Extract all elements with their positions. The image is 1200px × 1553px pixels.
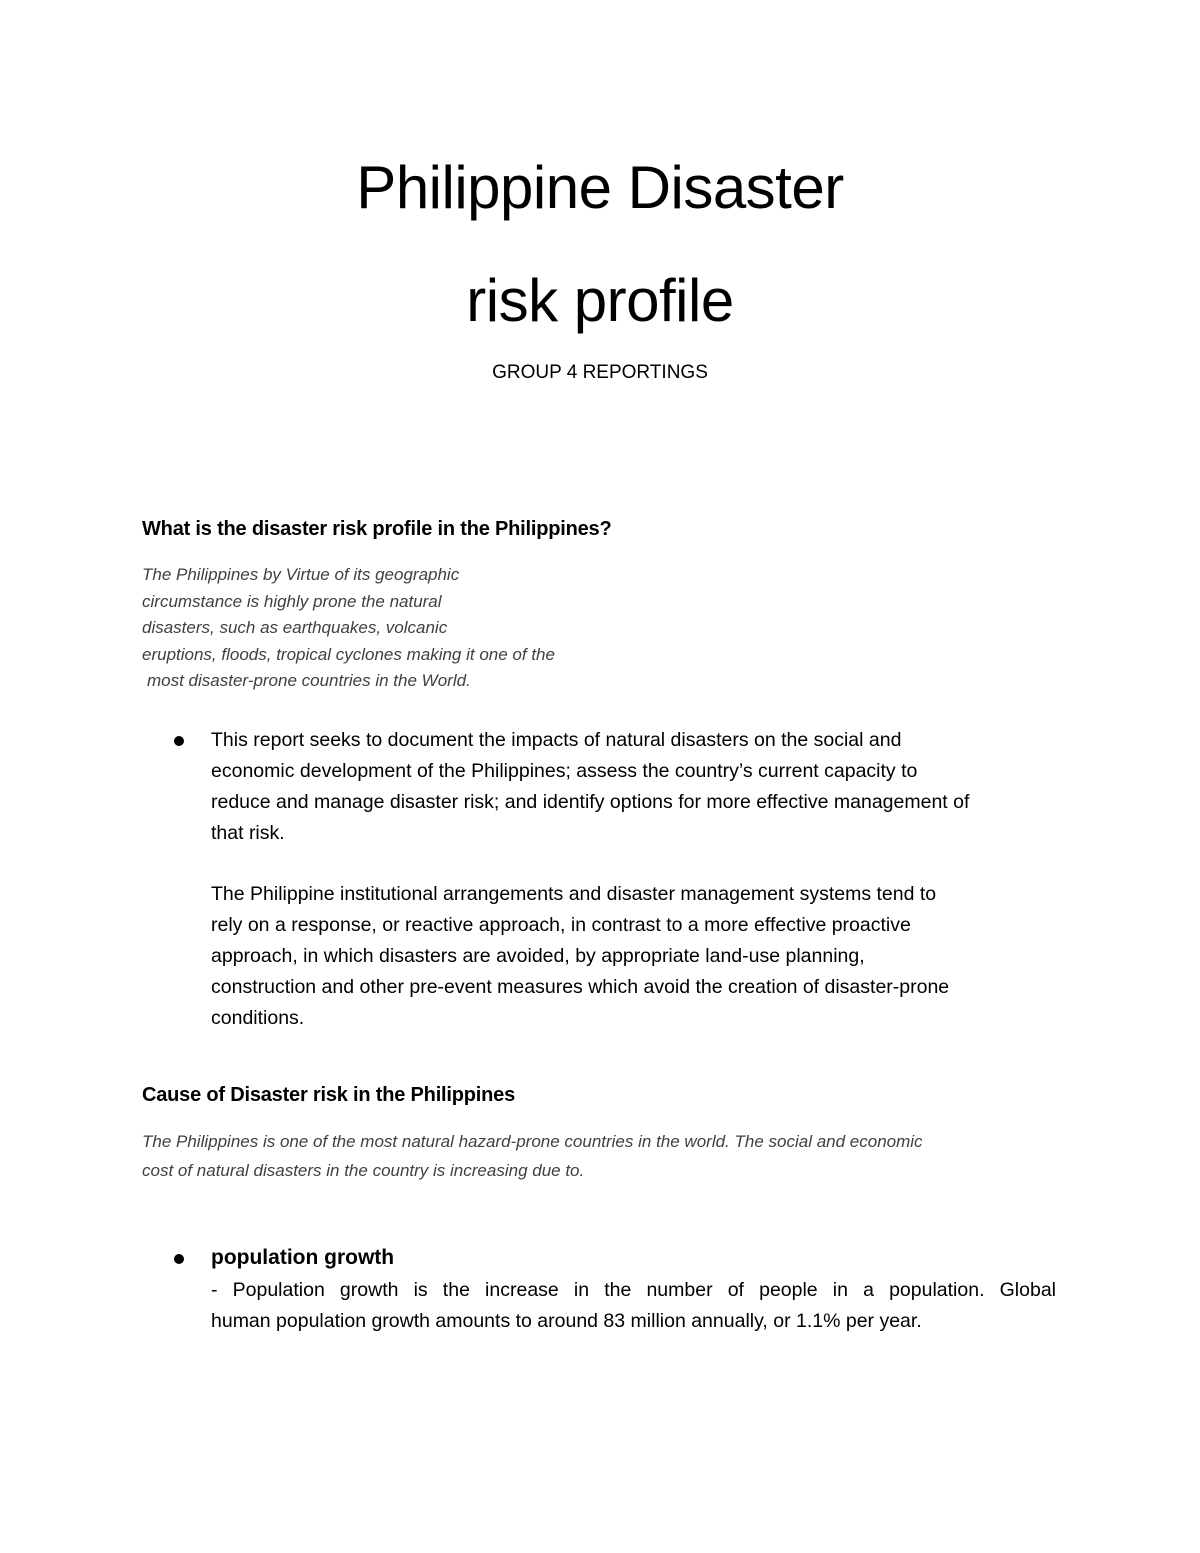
section-2-intro-line: cost of natural disasters in the country is increasing due to. [142,1161,585,1180]
population-growth-text [211,1275,1056,1337]
document-subtitle: GROUP 4 REPORTINGS [492,362,708,383]
bullet-icon [174,1254,184,1264]
section-1-bullet-paragraph-1 [211,725,1061,849]
document-title-line-1: Philippine Disaster [356,154,844,221]
section-2-heading: Cause of Disaster risk in the Philippines [142,1084,516,1106]
section-1-intro [142,562,662,695]
paragraph-line: The Philippine institutional arrangements and disaster management systems tend to [211,883,937,905]
section-1-heading: What is the disaster risk profile in the Philippines? [142,518,612,540]
section-1-intro-line: most disaster-prone countries in the World. [147,671,471,690]
paragraph-line: human population growth amounts to around 83 million annually, or 1.1% per year. [211,1310,922,1332]
paragraph-line: rely on a response, or reactive approach, in contrast to a more effective proactive [211,914,911,936]
section-2-intro-line: The Philippines is one of the most natural hazard-prone countries in the world. The social and economic [142,1132,923,1151]
section-1-intro-line: circumstance is highly prone the natural [142,591,442,611]
paragraph-line: construction and other pre-event measures which avoid the creation of disaster-prone [211,976,950,998]
paragraph-line: economic development of the Philippines; assess the country’s current capacity to [211,760,918,782]
bullet-icon [174,736,184,746]
section-1-intro-line: disasters, such as earthquakes, volcanic [142,618,448,637]
section-1-bullet-paragraph-2 [211,879,1061,1034]
section-1-intro-line: The Philippines by Virtue of its geographic [142,565,460,584]
paragraph-line: This report seeks to document the impacts of natural disasters on the social and [211,729,902,751]
paragraph-line: that risk. [211,822,285,844]
document-title-line-2: risk profile [466,267,734,334]
population-growth-title: population growth [211,1246,395,1269]
section-1-intro-line: eruptions, floods, tropical cyclones making it one of the [142,644,555,664]
paragraph-line: - Population growth is the increase in the number of people in a population. Global [211,1279,1056,1301]
section-2-intro [142,1127,1062,1185]
paragraph-line: conditions. [211,1007,305,1029]
paragraph-line: reduce and manage disaster risk; and identify options for more effective management of [211,791,970,813]
paragraph-line: approach, in which disasters are avoided, by appropriate land-use planning, [211,945,865,967]
